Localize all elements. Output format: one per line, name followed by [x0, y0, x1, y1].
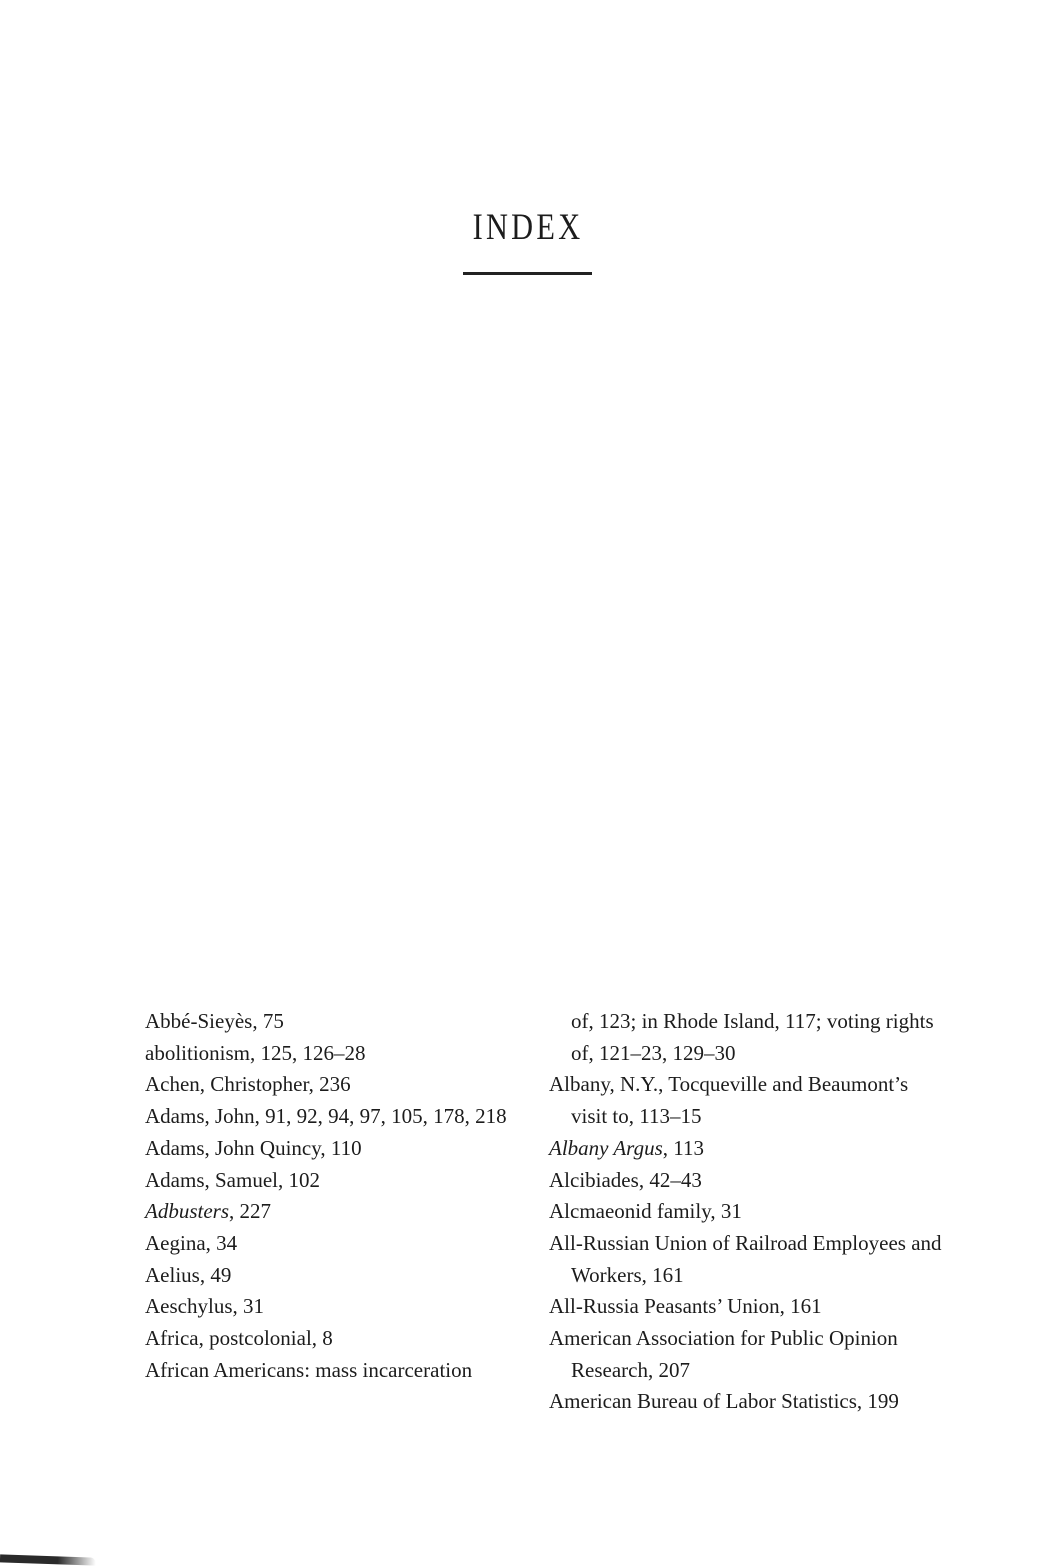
scan-edge-mark [0, 1554, 96, 1565]
index-column-left [145, 1006, 540, 1386]
page-title: INDEX [472, 207, 584, 248]
index-entry: Abbé-Sieyès, 75 [145, 1009, 284, 1033]
index-entry: Achen, Christopher, 236 [145, 1072, 351, 1097]
index-entry: abolitionism, 125, 126–28 [145, 1040, 366, 1065]
index-entry: Alcibiades, 42–43 [549, 1167, 702, 1192]
index-entry: Africa, postcolonial, 8 [145, 1326, 333, 1351]
index-entry: Albany Argus, 113 [549, 1135, 704, 1160]
index-entry: Adams, Samuel, 102 [145, 1167, 320, 1192]
index-entry: American Association for Public Opinion Research, 207 [549, 1326, 898, 1382]
index-entry: African Americans: mass incarceration [145, 1357, 473, 1382]
index-entry: Aelius, 49 [145, 1262, 232, 1287]
index-entry: Albany, N.Y., Tocqueville and Beaumont’s visit to, 113–15 [549, 1072, 909, 1129]
index-entry: All-Russian Union of Railroad Employees and Workers, 161 [549, 1230, 942, 1287]
index-entry: Adams, John Quincy, 110 [145, 1135, 362, 1160]
index-entry: Adbusters, 227 [145, 1199, 271, 1224]
index-column-right [549, 1006, 944, 1418]
index-entry-continuation: of, 123; in Rhode Island, 117; voting rights of, 121–23, 129–30 [571, 1009, 934, 1065]
index-entry: Aeschylus, 31 [145, 1294, 264, 1319]
index-entry: Aegina, 34 [145, 1230, 238, 1255]
index-entry: All-Russia Peasants’ Union, 161 [549, 1294, 822, 1319]
index-entry: Adams, John, 91, 92, 94, 97, 105, 178, 218 [145, 1104, 507, 1129]
index-entry: American Bureau of Labor Statistics, 199 [549, 1389, 899, 1414]
index-entry: Alcmaeonid family, 31 [549, 1199, 742, 1224]
title-rule [463, 272, 592, 275]
